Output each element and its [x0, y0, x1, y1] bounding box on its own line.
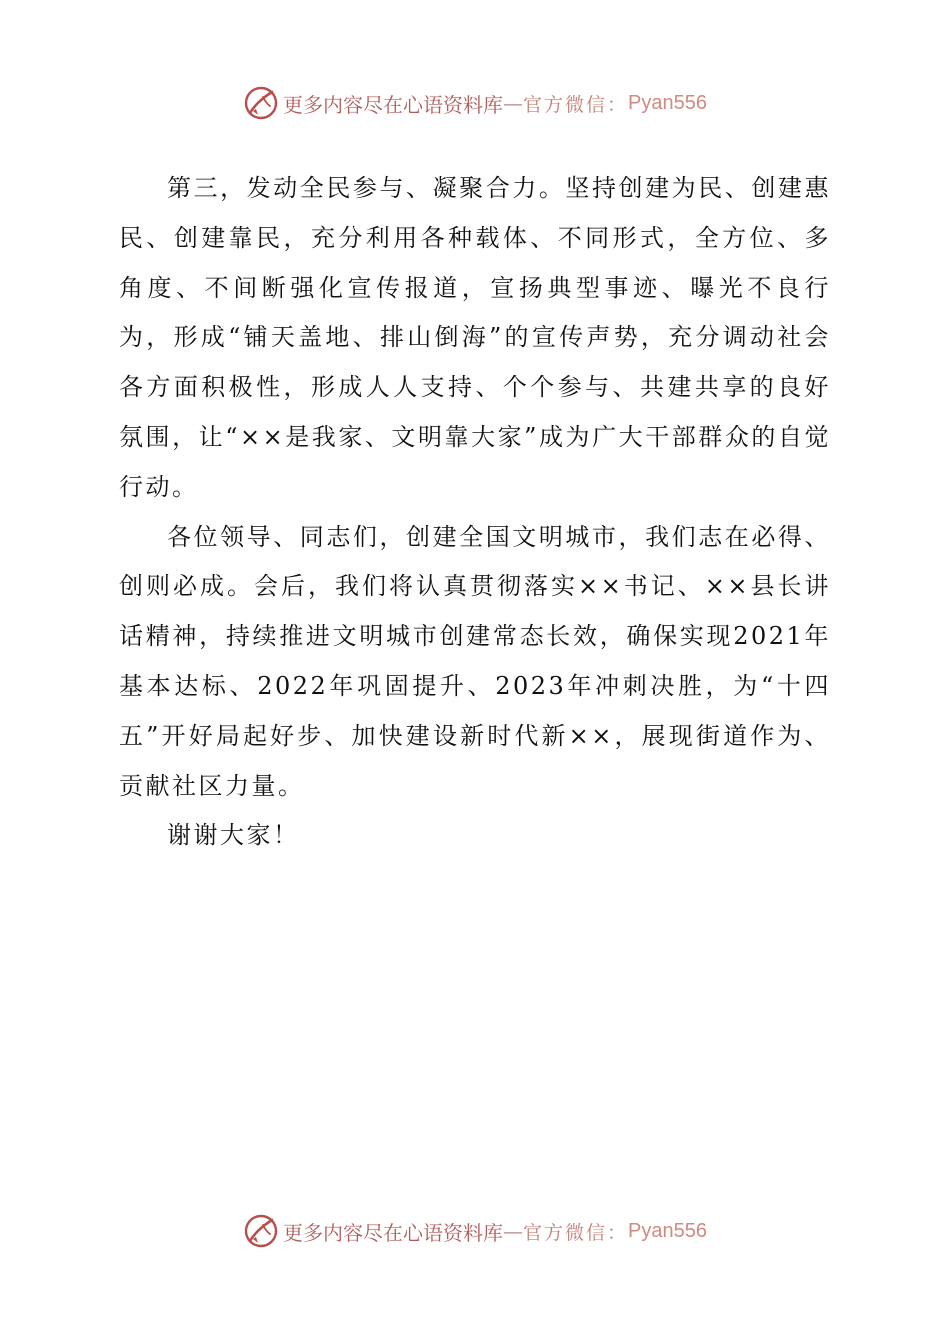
document-body — [119, 164, 831, 861]
watermark-brand-text: 更多内容尽在心语资料库 — [283, 1220, 503, 1245]
watermark-account-id: Pyan556 — [628, 91, 707, 114]
watermark-official-label: 官方微信： — [523, 1221, 629, 1244]
watermark-dash: — — [503, 1219, 523, 1243]
paragraph-thanks: 谢谢大家！ — [167, 821, 300, 850]
watermark-official-label: 官方微信： — [523, 93, 629, 116]
watermark-dash: — — [503, 91, 523, 115]
watermark-brand-text: 更多内容尽在心语资料库 — [283, 92, 503, 117]
watermark-account-id: Pyan556 — [628, 1219, 707, 1242]
pen-logo-icon — [243, 1213, 279, 1249]
paragraph-closing-remarks: 各位领导、同志们，创建全国文明城市，我们志在必得、创则必成。会后，我们将认真贯彻落实××书记、××县长讲话精神，持续推进文明城市创建常态长效，确保实现2021年基本达标、2022年巩固提升、2023年冲刺决胜，为“十四五”开好局起好步、加快建设新时代新××，展现街道作为、贡献社区力量。 — [119, 522, 831, 800]
footer-watermark — [0, 1211, 950, 1251]
pen-logo-icon — [243, 85, 279, 121]
paragraph-third-point: 第三，发动全民参与、凝聚合力。坚持创建为民、创建惠民、创建靠民，充分利用各种载体、不同形式，全方位、多角度、不间断强化宣传报道，宣扬典型事迹、曝光不良行为，形成“铺天盖地、排山倒海”的宣传声势，充分调动社会各方面积极性，形成人人支持、个个参与、共建共享的良好氛围，让“××是我家、文明靠大家”成为广大干部群众的自觉行动。 — [119, 174, 831, 501]
header-watermark — [0, 83, 950, 123]
